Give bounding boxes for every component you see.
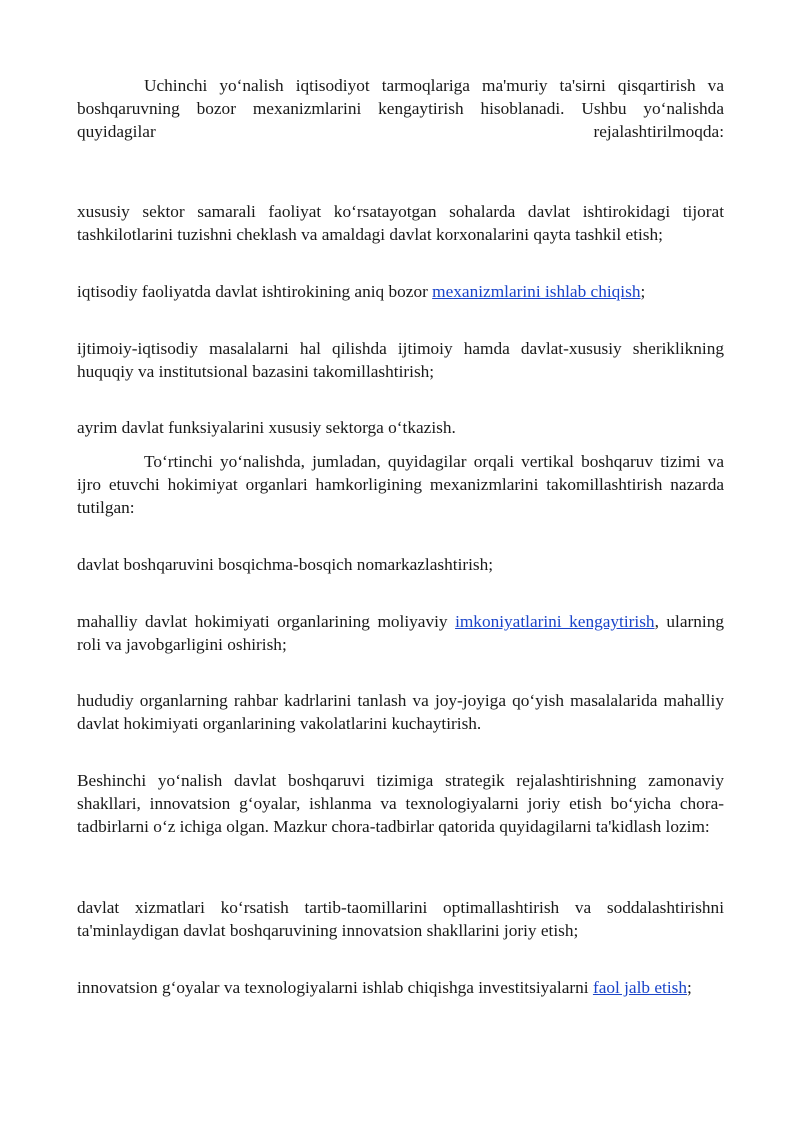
list-item	[77, 416, 724, 439]
paragraph-text: mahalliy davlat hokimiyati organlarining moliyaviy	[77, 612, 456, 631]
paragraph-text: ;	[640, 282, 646, 301]
list-item	[77, 689, 724, 735]
link-faol-jalb-etish[interactable]: faol jalb etish	[592, 978, 687, 997]
list-item	[77, 200, 724, 246]
paragraph-text: , ularning roli va javobgarligini oshirish;	[77, 612, 724, 654]
list-item	[77, 337, 724, 383]
paragraph-fifth-direction	[77, 769, 724, 838]
paragraph-text: To‘rtinchi yo‘nalishda, jumladan, quyidagilar orqali vertikal boshqaruv tizimi va ijro etuvchi hokimiyat organlari hamkorligining mexanizmlarini takomillashtirish nazarda tutilgan:	[77, 452, 724, 517]
list-item	[77, 976, 724, 999]
paragraph-text: Uchinchi yo‘nalish iqtisodiyot tarmoqlariga ma'muriy ta'sirni qisqartirish va boshqaruvning bozor mexanizmlarini kengaytirish hisoblanadi. Ushbu yo‘nalishda quyidagilar rejalashtirilmoqda:	[77, 76, 724, 141]
paragraph-text: hududiy organlarning rahbar kadrlarini tanlash va joy-joyiga qo‘yish masalalarida mahalliy davlat hokimiyati organlarining vakolatlarini kuchaytirish.	[77, 691, 724, 733]
paragraph-fourth-direction	[77, 450, 724, 519]
paragraph-text: xususiy sektor samarali faoliyat ko‘rsatayotgan sohalarda davlat ishtirokidagi tijorat tashkilotlarini tuzishni cheklash va amaldagi davlat korxonalarini qayta tashkil etish;	[77, 202, 724, 244]
paragraph-text: davlat xizmatlari ko‘rsatish tartib-taomillarini optimallashtirish va soddalashtirishni ta'minlaydigan davlat boshqaruvining innovatsion shakllarini joriy etish;	[77, 898, 724, 940]
paragraph-text: ayrim davlat funksiyalarini xususiy sektorga o‘tkazish.	[77, 418, 456, 437]
list-item	[77, 896, 724, 942]
paragraph-text: davlat boshqaruvini bosqichma-bosqich nomarkazlashtirish;	[77, 555, 494, 574]
list-item	[77, 553, 724, 576]
list-item	[77, 280, 724, 303]
paragraph-text: ijtimoiy-iqtisodiy masalalarni hal qilishda ijtimoiy hamda davlat-xususiy sheriklikning huquqiy va institutsional bazasini takomillashtirish;	[77, 339, 724, 381]
list-item	[77, 610, 724, 656]
link-mexanizmlarini-ishlab-chiqish[interactable]: mexanizmlarini ishlab chiqish	[432, 282, 641, 301]
paragraph-text: ;	[687, 978, 692, 997]
paragraph-text: iqtisodiy faoliyatda davlat ishtirokining aniq bozor	[77, 282, 433, 301]
paragraph-text: Beshinchi yo‘nalish davlat boshqaruvi tizimiga strategik rejalashtirishning zamonaviy shakllari, innovatsion g‘oyalar, ishlanma va texnologiyalarni joriy etish bo‘yicha chora-tadbirlarni o‘z ichiga olgan. Mazkur chora-tadbirlar qatorida quyidagilarni ta'kidlash lozim:	[77, 771, 724, 836]
paragraph-text: innovatsion g‘oyalar va texnologiyalarni ishlab chiqishga investitsiyalarni	[77, 978, 593, 997]
paragraph-third-direction	[77, 74, 724, 143]
link-imkoniyatlarini-kengaytirish[interactable]: imkoniyatlarini kengaytirish	[455, 612, 655, 631]
